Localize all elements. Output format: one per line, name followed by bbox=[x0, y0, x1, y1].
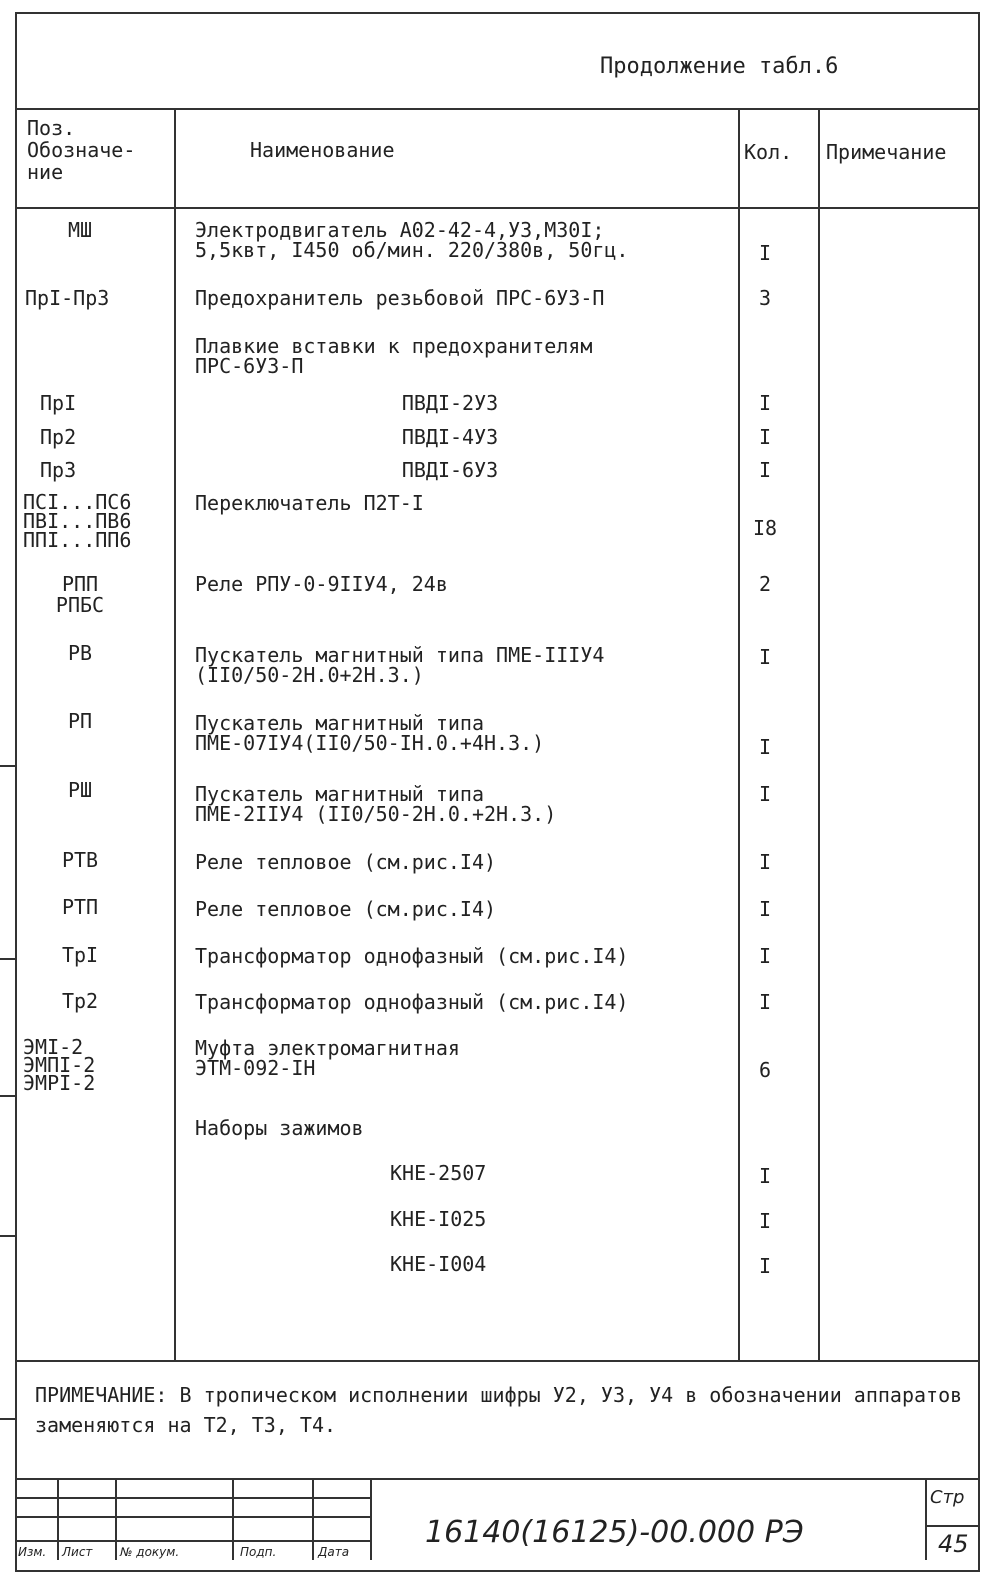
row-pos: ЭМI-2 bbox=[23, 1035, 84, 1059]
row-name-line: ПМЕ-2IIУ4 (II0/50-2Н.0.+2Н.3.) bbox=[195, 802, 557, 826]
page-number: 45 bbox=[938, 1530, 969, 1558]
stamp-page-line bbox=[925, 1525, 980, 1527]
header-pos-line3: ние bbox=[27, 160, 64, 184]
row-name-line: Предохранитель резьбовой ПРС-6УЗ-П bbox=[195, 286, 605, 310]
row-name-line: Муфта электромагнитная bbox=[195, 1036, 460, 1060]
row-name-line: Пускатель магнитный типа bbox=[195, 711, 484, 735]
page-label: Стр bbox=[930, 1487, 965, 1508]
row-pos: ППI...ПП6 bbox=[23, 528, 132, 552]
row-pos: Тр2 bbox=[61, 989, 99, 1013]
table-top-line bbox=[15, 108, 980, 110]
row-name-line: ПРС-6УЗ-П bbox=[195, 354, 304, 378]
stamp-top-line bbox=[15, 1478, 980, 1480]
row-pos: РП bbox=[67, 709, 93, 733]
edge-mark bbox=[0, 1418, 15, 1420]
row-name-line: ПВДI-6УЗ bbox=[401, 458, 499, 482]
row-qty: I bbox=[758, 391, 772, 415]
stamp-col-line bbox=[370, 1478, 372, 1560]
stamp-label: № докум. bbox=[120, 1545, 180, 1559]
row-name-line: ПВДI-4УЗ bbox=[401, 425, 499, 449]
header-note: Примечание bbox=[826, 140, 947, 164]
header-bottom-line bbox=[15, 207, 980, 209]
stamp-label: Лист bbox=[62, 1545, 93, 1559]
row-pos: ПрI bbox=[40, 391, 77, 415]
row-name-line: 5,5квт, I450 об/мин. 220/380в, 50гц. bbox=[195, 238, 629, 262]
col-divider bbox=[174, 108, 176, 1361]
row-qty: I bbox=[758, 645, 772, 669]
row-qty: I bbox=[758, 458, 772, 482]
stamp-col-line bbox=[925, 1478, 927, 1560]
stamp-row-line bbox=[15, 1516, 370, 1518]
row-name-line: Наборы зажимов bbox=[195, 1116, 364, 1140]
row-name-line: (II0/50-2Н.0+2Н.3.) bbox=[195, 663, 424, 687]
row-qty: 6 bbox=[758, 1058, 772, 1082]
row-name-line: КНЕ-I025 bbox=[390, 1207, 487, 1231]
header-pos-line2: Обозначе- bbox=[27, 138, 136, 162]
header-qty: Кол. bbox=[744, 140, 793, 164]
row-qty: I bbox=[758, 850, 772, 874]
row-qty: I bbox=[758, 782, 772, 806]
row-qty: I bbox=[758, 897, 772, 921]
row-pos: РВ bbox=[67, 641, 93, 665]
row-name-line: Переключатель П2Т-I bbox=[195, 491, 424, 515]
stamp-label: Дата bbox=[318, 1545, 350, 1559]
row-pos: ПСI...ПС6 bbox=[23, 490, 132, 514]
table-continuation-label: Продолжение табл.6 bbox=[600, 54, 839, 79]
row-qty: I bbox=[758, 1254, 772, 1278]
col-divider bbox=[818, 108, 820, 1361]
row-pos: ТрI bbox=[61, 943, 99, 967]
footnote: ПРИМЕЧАНИЕ: В тропическом исполнении шифры У2, УЗ, У4 в обозначении аппаратов заменяются на Т2, ТЗ, Т4. bbox=[35, 1383, 963, 1437]
stamp-row-line bbox=[15, 1497, 370, 1499]
row-qty: I bbox=[758, 990, 772, 1014]
row-name-line: Трансформатор однофазный (см.рис.I4) bbox=[195, 990, 629, 1014]
row-qty: I bbox=[758, 1209, 772, 1233]
row-qty: I bbox=[758, 735, 772, 759]
row-qty: 3 bbox=[758, 286, 772, 310]
row-pos: РПБС bbox=[55, 593, 105, 617]
row-name-line: Трансформатор однофазный (см.рис.I4) bbox=[195, 944, 629, 968]
edge-mark bbox=[0, 1095, 15, 1097]
row-pos: Пр2 bbox=[40, 425, 77, 449]
row-name-line: КНЕ-I004 bbox=[390, 1252, 487, 1276]
table-bottom-line bbox=[15, 1360, 980, 1362]
row-name-line: КНЕ-2507 bbox=[390, 1161, 487, 1185]
edge-mark bbox=[0, 765, 15, 767]
row-pos: РШ bbox=[67, 778, 93, 802]
row-pos: ЭМПI-2 bbox=[23, 1053, 96, 1077]
row-pos: МШ bbox=[67, 218, 93, 242]
stamp-col-line bbox=[312, 1478, 314, 1560]
row-pos: ПВI...ПВ6 bbox=[23, 509, 132, 533]
row-pos: РТП bbox=[61, 895, 99, 919]
stamp-label: Изм. bbox=[18, 1545, 47, 1559]
row-name-line: Пускатель магнитный типа ПМЕ-IIIУ4 bbox=[195, 643, 605, 667]
row-name-line: ПМЕ-07IУ4(II0/50-IН.0.+4Н.3.) bbox=[195, 731, 545, 755]
header-pos-line1: Поз. bbox=[27, 116, 76, 140]
row-qty: I bbox=[758, 1164, 772, 1188]
row-qty: I bbox=[758, 944, 772, 968]
edge-mark bbox=[0, 1235, 15, 1237]
row-pos: ПрI-Пр3 bbox=[25, 286, 110, 310]
row-qty: I bbox=[758, 241, 772, 265]
row-name-line: Пускатель магнитный типа bbox=[195, 782, 484, 806]
row-pos: ЭМРI-2 bbox=[23, 1071, 96, 1095]
row-name-line: ЭТМ-092-IН bbox=[195, 1056, 316, 1080]
document-code: 16140(16125)-00.000 РЭ bbox=[425, 1515, 804, 1550]
row-name-line: Реле тепловое (см.рис.I4) bbox=[195, 897, 497, 921]
row-name-line: Плавкие вставки к предохранителям bbox=[195, 334, 593, 358]
row-qty: I8 bbox=[752, 516, 778, 540]
stamp-label: Подп. bbox=[240, 1545, 277, 1559]
row-name-line: Реле РПУ-0-9IIУ4, 24в bbox=[195, 572, 448, 596]
stamp-col-line bbox=[57, 1478, 59, 1560]
row-pos: РПП bbox=[61, 572, 99, 596]
stamp-col-line bbox=[232, 1478, 234, 1560]
stamp-row-line bbox=[15, 1540, 370, 1542]
row-name-line: Электродвигатель А02-42-4,УЗ,МЗ0I; bbox=[195, 218, 605, 242]
row-qty: 2 bbox=[758, 572, 772, 596]
header-name: Наименование bbox=[250, 138, 395, 162]
row-name-line: Реле тепловое (см.рис.I4) bbox=[195, 850, 497, 874]
row-pos: Пр3 bbox=[40, 458, 77, 482]
row-pos: РТВ bbox=[61, 848, 99, 872]
row-name-line: ПВДI-2УЗ bbox=[401, 391, 499, 415]
row-qty: I bbox=[758, 425, 772, 449]
stamp-col-line bbox=[115, 1478, 117, 1560]
